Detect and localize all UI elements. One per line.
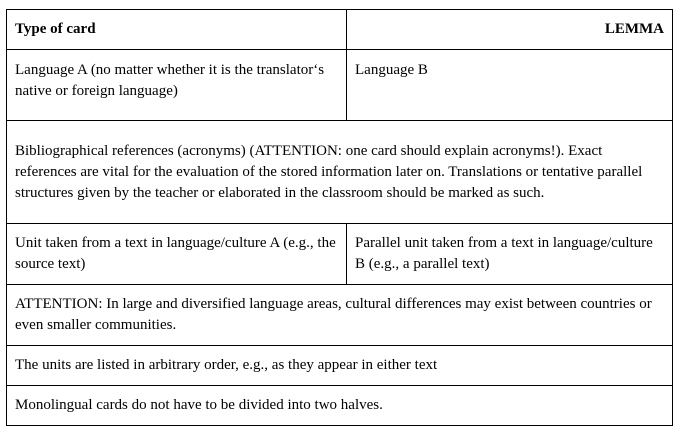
- lemma-cell: LEMMA: [347, 10, 673, 50]
- bibliographical-references-row: [7, 121, 673, 224]
- attention-note-cell: ATTENTION: In large and diversified language areas, cultural differences may exist between countries or even smaller communities.: [7, 285, 673, 346]
- order-note-cell: The units are listed in arbitrary order, e.g., as they appear in either text: [7, 346, 673, 386]
- languages-row: [7, 50, 673, 121]
- monolingual-row: [7, 386, 673, 426]
- language-b-cell: Language B: [347, 50, 673, 121]
- monolingual-note-cell: Monolingual cards do not have to be divided into two halves.: [7, 386, 673, 426]
- unit-b-cell: Parallel unit taken from a text in language/culture B (e.g., a parallel text): [347, 224, 673, 285]
- bibliographical-references-cell: Bibliographical references (acronyms) (ATTENTION: one card should explain acronyms!). Exact references are vital for the evaluation of the stored information later on. Translations or tentative parallel structures given by the teacher or elaborated in the classroom should be marked as such.: [7, 121, 673, 224]
- header-row: [7, 10, 673, 50]
- units-row: [7, 224, 673, 285]
- card-layout-table: [6, 9, 673, 426]
- language-a-cell: Language A (no matter whether it is the translator‘s native or foreign language): [7, 50, 347, 121]
- unit-a-cell: Unit taken from a text in language/culture A (e.g., the source text): [7, 224, 347, 285]
- order-row: [7, 346, 673, 386]
- type-of-card-cell: Type of card: [7, 10, 347, 50]
- attention-row: [7, 285, 673, 346]
